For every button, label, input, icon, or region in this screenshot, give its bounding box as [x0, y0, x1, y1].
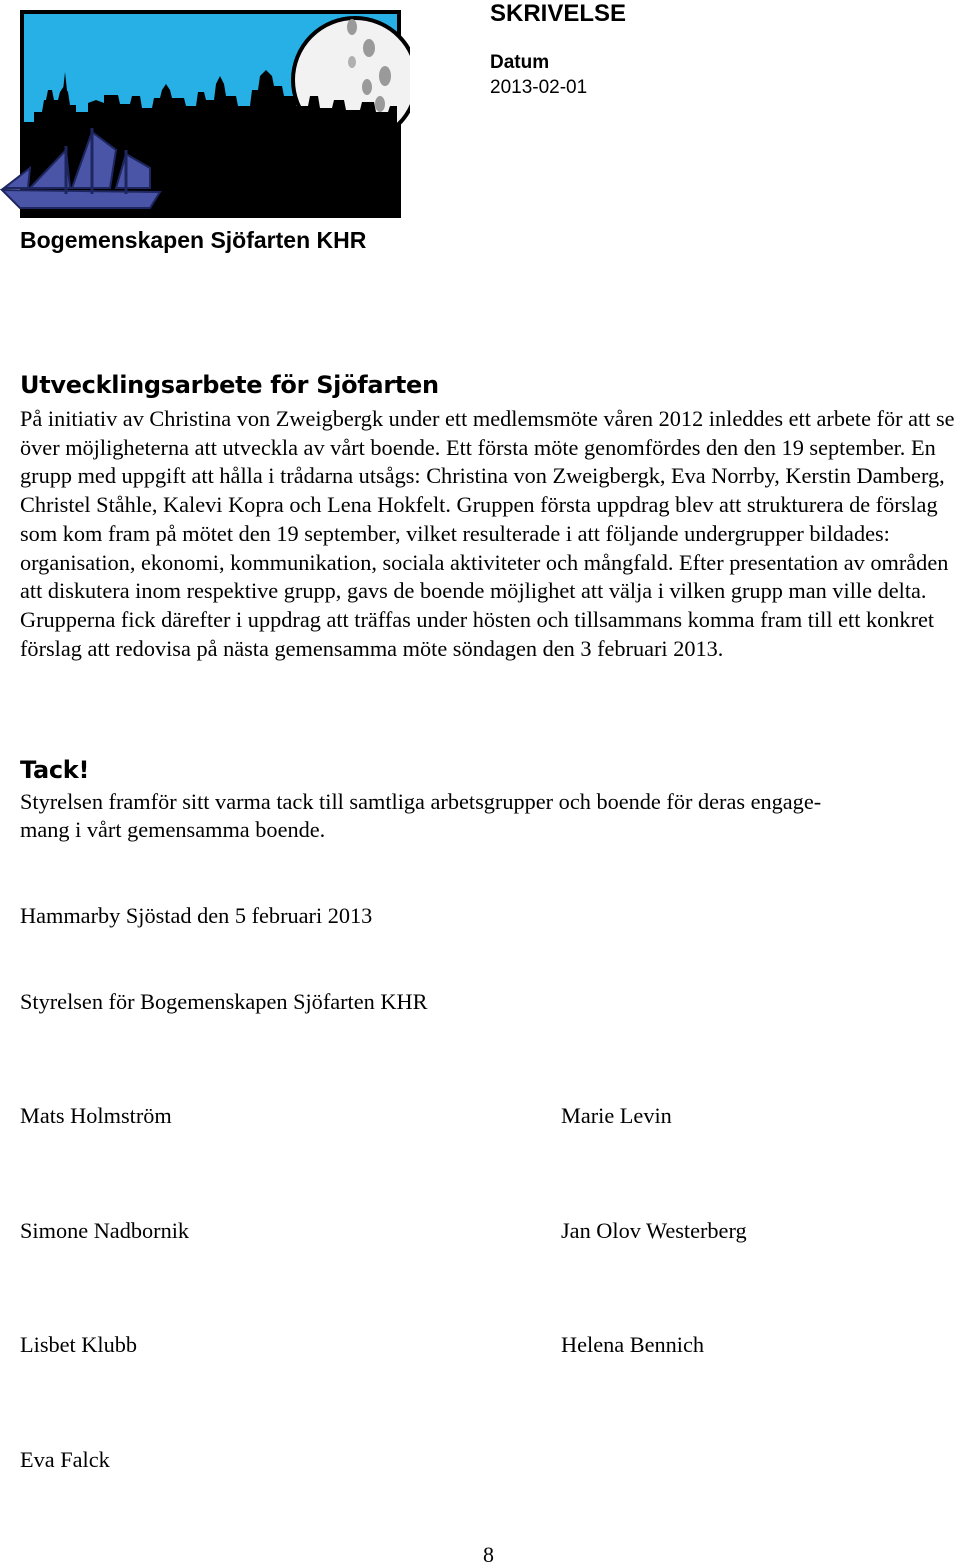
thanks-text-line-2: mang i vårt gemensamma boende. — [20, 817, 326, 842]
thanks-text-line-1: Styrelsen framför sitt varma tack till samtliga arbetsgrupper och boende för deras engage- — [20, 789, 822, 814]
organization-name: Bogemenskapen Sjöfarten KHR — [20, 227, 367, 253]
section-heading-thanks: Tack! — [20, 756, 90, 784]
document-type: SKRIVELSE — [490, 0, 627, 27]
signature-name: Helena Bennich — [561, 1332, 705, 1357]
signature-name: Marie Levin — [561, 1103, 672, 1128]
date-value: 2013-02-01 — [490, 77, 588, 98]
signature-name: Jan Olov Westerberg — [561, 1218, 747, 1243]
signature-name: Lisbet Klubb — [20, 1332, 138, 1357]
signature-name: Simone Nadbornik — [20, 1218, 190, 1243]
logo-wordmark: SJÖFARTEN — [163, 177, 356, 213]
page-number: 8 — [483, 1542, 494, 1567]
board-signoff: Styrelsen för Bogemenskapen Sjöfarten KHR — [20, 989, 428, 1014]
development-paragraph: På initiativ av Christina von Zweigbergk under ett medlemsmöte våren 2012 inleddes ett arbete för att se över möjligheterna att utveckla av vårt boende. Ett första möte genomfördes den den 19 september. En grupp med uppgift att hålla i trådarna utsågs: Christina von Zweigbergk, Eva Norrby, Kerstin Damberg, Christel Ståhle, Kalevi Kopra och Lena Hokfelt. Gruppen första uppdrag blev att strukturera de förslag som kom fram på mötet den 19 september, vilket resulterade i att följande undergrupper bildades: organisation, ekonomi, kommunikation, sociala aktiviteter och mångfald. Efter presentation av områden att diskutera inom respektive grupp, gavs de boende möjlighet att välja i vilken grupp man ville delta. Grupperna fick därefter i uppdrag att träffas under hösten och tillsammans komma fram till ett konkret förslag att redovisa på nästa gemensamma möte söndagen den 3 februari 2013. — [20, 406, 955, 661]
signature-name: Eva Falck — [20, 1447, 110, 1472]
signature-name: Mats Holmström — [20, 1103, 172, 1128]
place-and-date: Hammarby Sjöstad den 5 februari 2013 — [20, 903, 373, 928]
sjofarten-logo — [0, 0, 410, 222]
section-heading-development: Utvecklingsarbete för Sjöfarten — [20, 371, 439, 399]
date-label: Datum — [490, 52, 550, 73]
